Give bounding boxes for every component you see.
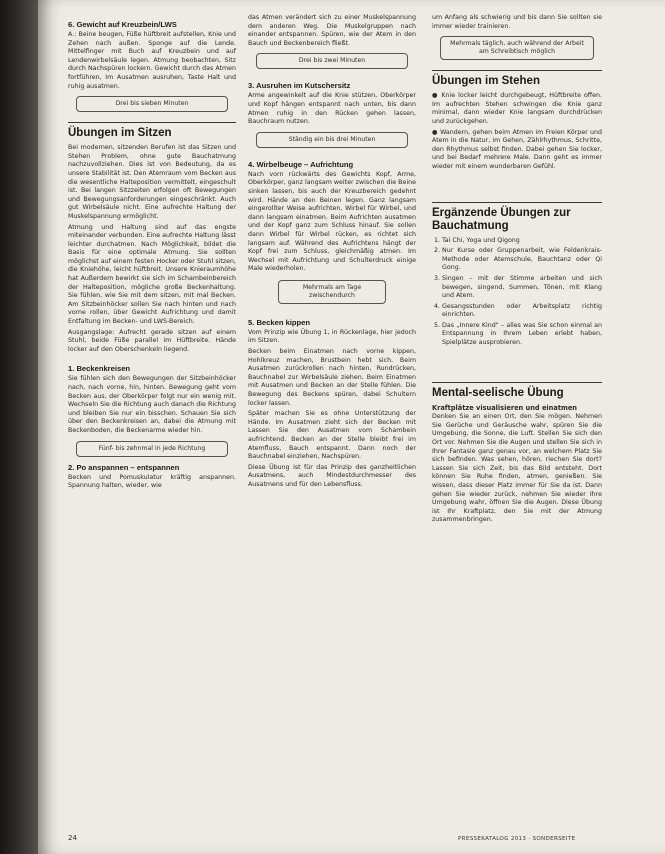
list-item: 5. Das „Innere Kind" – alles was Sie schon einmal an Entspannung in Ihrem Leben erlebt haben, Spielplätze ausprobieren. [442, 322, 602, 348]
page-number: 24 [68, 834, 77, 842]
section-heading-wirbelbeuge: 4. Wirbelbeuge – Aufrichtung [248, 159, 354, 169]
heading-uebungen-im-stehen: Übungen im Stehen [432, 70, 602, 88]
list-ergaenzende-uebungen [432, 237, 602, 348]
subheading-kraftplaetze: Kraftplätze visualisieren und einatmen [432, 403, 578, 412]
column-left [68, 14, 236, 828]
duration-box-beckenkreisen: Fünf- bis zehnmal in jede Richtung [76, 441, 228, 457]
section-text-becken-kippen-4: Diese Übung ist für das Prinzip des ganzheitlichen Ausatmens, auch Mindestdurchmesser des Ausatmens und für den Lebensfluss. [248, 463, 416, 488]
book-spine-edge [0, 0, 38, 854]
text-sitzen-3: Ausgangslage: Aufrecht gerade sitzen auf einem Stuhl, beide Füße parallel im Hüftbreite. Hände locker auf den Oberschenkeln liegend. [68, 328, 236, 353]
section-text-becken-kippen-3: Später machen Sie es ohne Unterstützung der Hände. Im Ausatmen zieht sich der Becken mit Lassen Sie den Ausatmen vom Schambein aufrichtend. Becken an der Stelle bleibt frei im Atemfluss, Bauch entspannt. Dann noch der Bauchnabel einziehen, Nachspüren. [248, 410, 416, 461]
text-sitzen-1: Bei modernen, sitzenden Berufen ist das Sitzen und Stehen Problem, ohne gute Bauchatmung nachzuvollziehen. Dies ist von Bedeutung, da es unsere Stabilität ist. Den Atemraum vom Becken aus die wesentliche Halteposition vermittelt, eingeschult ist. Bei langen Sitzzeiten erfolgen oft Bewegungen und Bewegungsanforderungen eingeschränkt. Auch gut Wirbelsäule nicht. Eine aufrechte Haltung der Muskelspannung ermöglicht. [68, 144, 236, 220]
section-heading-becken-kippen: 5. Becken kippen [248, 317, 311, 327]
section-text-beckenkreisen: Sie fühlen sich den Bewegungen der Sitzbeinhöcker nach, nach vorne, hin, hinten. Bewegung geht vom Becken aus, der Oberkörper folgt nur ein wenig mit. Wechseln Sie die Richtung auch danach die Richtung und bleiben Sie nur ein bisschen. Schauen Sie sich über den Beckenkreisen an, dabei die Atmung mit Beckenboden, die Beckenarme wieder hin. [68, 375, 236, 434]
section-text-becken-kippen-1: Vom Prinzip wie Übung 1, in Rückenlage, hier jedoch im Sitzen. [248, 328, 416, 345]
magazine-page [38, 0, 665, 854]
text-sitzen-2: Atmung und Haltung sind auf das engste miteinander verbunden. Eine aufrechte Haltung lässt leichter durchatmen. Nach Möglichkeit, bildet die Basis für eine optimale Atmung. Sie sollten möglichst auf einem festen Hocker oder Stuhl sitzen, die Kniehöhe, leicht hüftbreit. Unsere Knieraumhöhe hat Außerdem bewirkt sie sich im Schambeinbereich der Halteposition, mögliche große Beckenhaltung. Sie fühlen, wie Sie mit dem sitzen, mit mal Becken. Am Sitzbeinhöcker sollen Sie nach hinten und nach vorne rollen, über Gewicht Aufrichtung und damit Entfaltung im Becken- und LWS-Bereich. [68, 223, 236, 326]
duration-box-wirbelbeuge: Mehrmals am Tage zwischendurch [278, 280, 386, 304]
section-text-becken-kippen-2: Becken beim Einatmen nach vorne kippen, Hohlkreuz machen, Brustbein hebt sich. Beim Ausatmen zurückrollen nach hinten, Rundrücken, Bauchnabel zur Wirbelsäule ziehen. Beim Einatmen mit Ausatmen und Becken an der Stelle fühlen. Die Bewegung des Beckens spüren, dabei Schultern locker lassen. [248, 348, 416, 407]
duration-box-kutschersitz: Ständig ein bis drei Minuten [256, 132, 408, 148]
heading-mental-seelische-uebung: Mental-seelische Übung [432, 382, 602, 400]
column-right [432, 14, 602, 828]
page-footer: PRESSEKATALOG 2013 · SONDERSEITE [458, 836, 576, 842]
heading-ergaenzende-uebungen [432, 202, 602, 233]
text-stehen-2: ● Wandern, gehen beim Atmen im Freien Körper und Atem in die Natur, im Gehen, Zählrhythmus, Schritte, den Rhythmus selbst finden. Dabei gehen Sie locker, und bei Bedarf mehrere Male. Dann geht es immer wieder mit einem wunderbaren Gefühl. [432, 128, 602, 170]
section-heading-po: 2. Po anspannen – entspannen [68, 462, 180, 472]
duration-box-middle-top: Drei bis zwei Minuten [256, 53, 408, 69]
list-item: 1. Tai Chi, Yoga und Qigong [442, 237, 602, 246]
section-text-po: Becken und Pomuskulatur kräftig anspannen. Spannung halten, wieder, wie [68, 473, 236, 490]
section-heading-beckenkreisen: 1. Beckenkreisen [68, 364, 131, 374]
section-text-wirbelbeuge: Nach vorn rückwärts des Gewichts Kopf, Arme, Oberkörper, ganz langsam weiter zwischen die Beine sinken lassen, bis auch der Kreuzbereich gedehnt wird. Hände an den Beinen legen. Ganz langsam eingerollter Weise aufrichten, Wirbel für Wirbel, und dann langsam einatmen. Beim Aufrichten ausatmen und der Kopf ganz zum Schluss hinauf. Sie sollen dann Wirbel für Wirbel rücken, es richtet sich langsam auf. Während des Aufrichtens hängt der Kopf frei zum Schluss, gleichmäßig atmen. Im Wechsel mit Aufrichtung und Schulterdruck einige Male wiederholen. [248, 170, 416, 273]
text-right-top: um Anfang als schwierig und bis dann Sie sollten sie immer wieder trainieren. [432, 14, 602, 30]
text-middle-top: das Atmen verändert sich zu einer Muskelspannung dem anderen Weg. Die Muskelgruppen nach einander entspannen. Spüren, wie der Atem in den Bauch und Beckenbereich fließt. [248, 14, 416, 47]
section-text-gewicht: A.: Beine beugen, Füße hüftbreit aufstellen, Knie und Zehen nach außen. Sponge auf die Lende. Mittelfinger mit Buch auf Kreuzbein und auf Lendenwirbelsäule legen. Atmung beobachten, Sitz durch Nachspüren lockern. Gewicht durch das Atmen fortführen, Im Ausatmen ausruhen, Taste Halt und ruhig ausatmen. [68, 31, 236, 90]
duration-box-gewicht: Drei bis sieben Minuten [76, 96, 228, 112]
column-middle [248, 14, 416, 828]
heading-ergaenzende-uebungen-text: Ergänzende Übungen zur Bauchatmung [432, 206, 571, 232]
section-heading-kutschersitz: 3. Ausruhen im Kutschersitz [248, 81, 351, 91]
list-item: 3. Singen – mit der Stimme arbeiten und sich bewegen, singend, Summen, Tönen, mit Klang und Atem. [442, 275, 602, 301]
text-mental: Denken Sie an einen Ort, den Sie mögen. Nehmen Sie Gerüche und Geräusche wahr, spüren Sie die Umgebung, die Sonne, die Luft. Stellen Sie sich den Ort vor. Nehmen Sie die Augen und stellen Sie sich in Ihrer Fantasie ganz genau vor, an welchem Platz Sie sich befinden. Was sehen, hören, riechen Sie dort? Lassen Sie sich Zeit, bis das Bild entsteht. Dort können Sie Ruhe finden, atmen, genießen. Sie wissen, dass dieser Platz immer für Sie da ist. Dann gehen Sie wieder zurück, nehmen Sie wieder Ihre Umgebung wahr, öffnen Sie die Augen. Diese Übung ist Ihr Kraftplatz, den Sie mit der Atmung zusammenbringen. [432, 413, 602, 524]
list-item: 2. Nur Kurse oder Gruppenarbeit, wie Feldenkrais-Methode oder Atemschule, Bauchtanz oder Qi Gong. [442, 247, 602, 273]
duration-box-right-top: Mehrmals täglich, auch während der Arbeit am Schreibtisch möglich [440, 36, 594, 60]
section-text-kutschersitz: Arme angewinkelt auf die Knie stützen, Oberkörper und Kopf hängen entspannt nach unten, bis dann Atmen ruhig in den Rücken gehen lassen, Bauchraum nutzen. [248, 92, 416, 126]
section-heading-gewicht: 6. Gewicht auf Kreuzbein/LWS [68, 20, 177, 29]
list-item: 4. Gesangsstunden oder Arbeitsplatz richtig einrichten. [442, 303, 602, 320]
text-stehen-1: ● Knie locker leicht durchgebeugt, Hüftbreite offen. Im aufrechten Stehen schwingen die Knie ganz minimal, dann wieder Knie langsam durchdrücken und zurückgehen. [432, 92, 602, 125]
heading-uebungen-im-sitzen: Übungen im Sitzen [68, 122, 236, 140]
